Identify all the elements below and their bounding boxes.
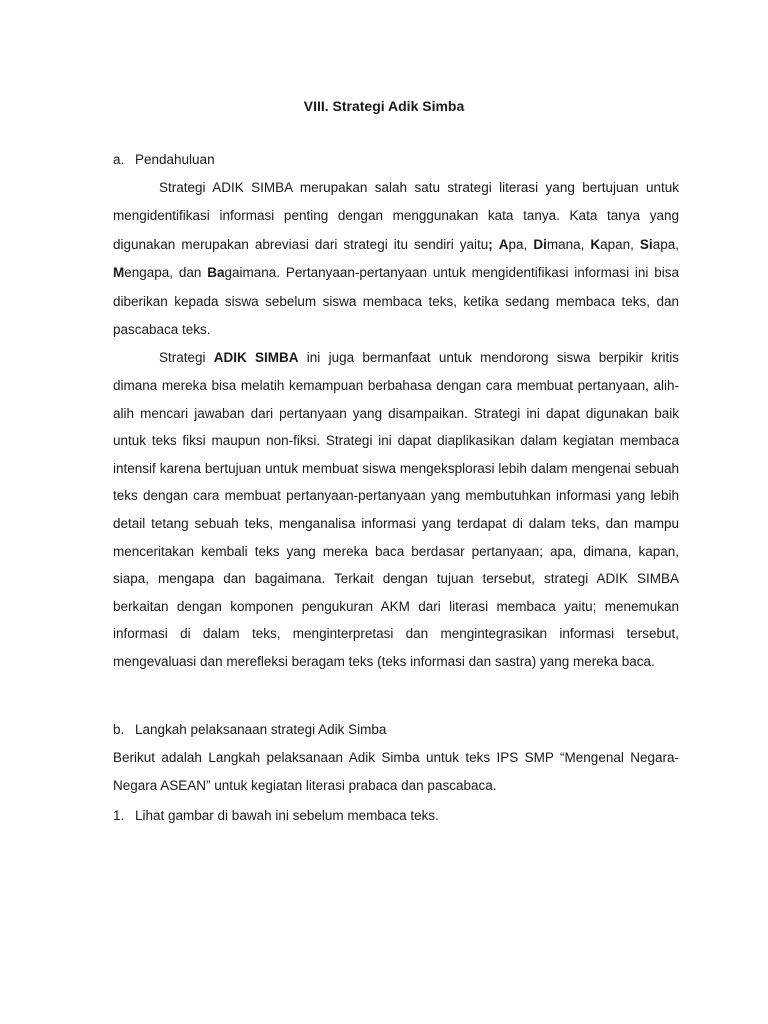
section-a-heading bbox=[113, 152, 215, 167]
section-a-title: Pendahuluan bbox=[135, 152, 215, 167]
paragraph-steps-intro: Berikut adalah Langkah pelaksanaan Adik Simba untuk teks IPS SMP “Mengenal Negara-Negara ASEAN” untuk kegiatan literasi prabaca dan pascabaca. bbox=[113, 750, 679, 793]
section_a-p2-run: Strategi bbox=[159, 350, 214, 366]
list-item-number: 1. bbox=[113, 808, 125, 823]
section_a-p1-run: ; bbox=[488, 236, 493, 252]
section-b-body bbox=[113, 744, 679, 800]
section_a-p1-run: M bbox=[113, 265, 125, 281]
page-title: VIII. Strategi Adik Simba bbox=[303, 98, 465, 114]
section-b-label: b. bbox=[113, 722, 125, 737]
section_a-p1-run: Ba bbox=[207, 265, 225, 281]
section_a-p1-run: apan, bbox=[600, 236, 640, 252]
section_a-p2-run: ini juga bermanfaat untuk mendorong siswa berpikir kritis dimana mereka bisa melatih kemampuan berbahasa dengan cara membuat pertanyaan, alih-alih mencari jawaban dari pertanyaan yang disampaikan. Strategi ini dapat digunakan baik untuk teks fiksi maupun non-fiksi. Strategi ini dapat diaplikasikan dalam kegiatan membaca intensif karena bertujuan untuk membuat siswa mengeksplorasi lebih dalam mengenai sebuah teks dengan cara membuat pertanyaan-pertanyaan yang membutuhkan informasi yang lebih detail tetang sebuah teks, menganalisa informasi yang terdapat di dalam teks, dan mampu menceritakan kembali teks yang mereka baca berdasar pertanyaan; apa, dimana, kapan, siapa, mengapa dan bagaimana. Terkait dengan tujuan tersebut, strategi ADIK SIMBA berkaitan dengan komponen pengukuran AKM dari literasi membaca yaitu; menemukan informasi di dalam teks, menginterpretasi dan mengintegrasikan informasi tersebut, mengevaluasi dan merefleksi beragam teks (teks informasi dan sastra) yang mereka baca. bbox=[113, 350, 679, 669]
section_a-p1-run: pa, bbox=[508, 236, 534, 252]
section-b-heading bbox=[113, 722, 386, 737]
section_a-p1-run: engapa, dan bbox=[124, 265, 208, 281]
section_a-p1-run: Di bbox=[533, 236, 547, 252]
section_a-p1-run: Strategi ADIK SIMBA merupakan salah satu strategi literasi yang bertujuan untuk mengidentifikasi informasi penting dengan menggunakan kata tanya. Kata tanya yang digunakan merupakan abreviasi dari strategi itu sendiri yaitu bbox=[113, 180, 679, 252]
section-a-label: a. bbox=[113, 152, 125, 167]
section-a-body bbox=[113, 174, 679, 676]
section_a-p1-run: Si bbox=[639, 236, 653, 252]
list-item bbox=[113, 808, 439, 823]
paragraph-introduction bbox=[113, 174, 679, 344]
section_a-p1-run: apa, bbox=[652, 236, 679, 252]
section_a-p2-run: ADIK SIMBA bbox=[213, 350, 299, 366]
section_a-p1-run: K bbox=[590, 236, 601, 252]
section_a-p1-run: mana, bbox=[546, 236, 591, 252]
section-b-title: Langkah pelaksanaan strategi Adik Simba bbox=[135, 722, 387, 737]
section_a-p1-run: gaimana. Pertanyaan-pertanyaan untuk mengidentifikasi informasi ini bisa diberikan kepada siswa sebelum siswa membaca teks, ketika sedang membaca teks, dan pascabaca teks. bbox=[113, 265, 680, 338]
section_a-p1-run: A bbox=[498, 236, 509, 252]
list-item-text: Lihat gambar di bawah ini sebelum membaca teks. bbox=[135, 808, 439, 823]
paragraph-benefits bbox=[113, 344, 679, 675]
